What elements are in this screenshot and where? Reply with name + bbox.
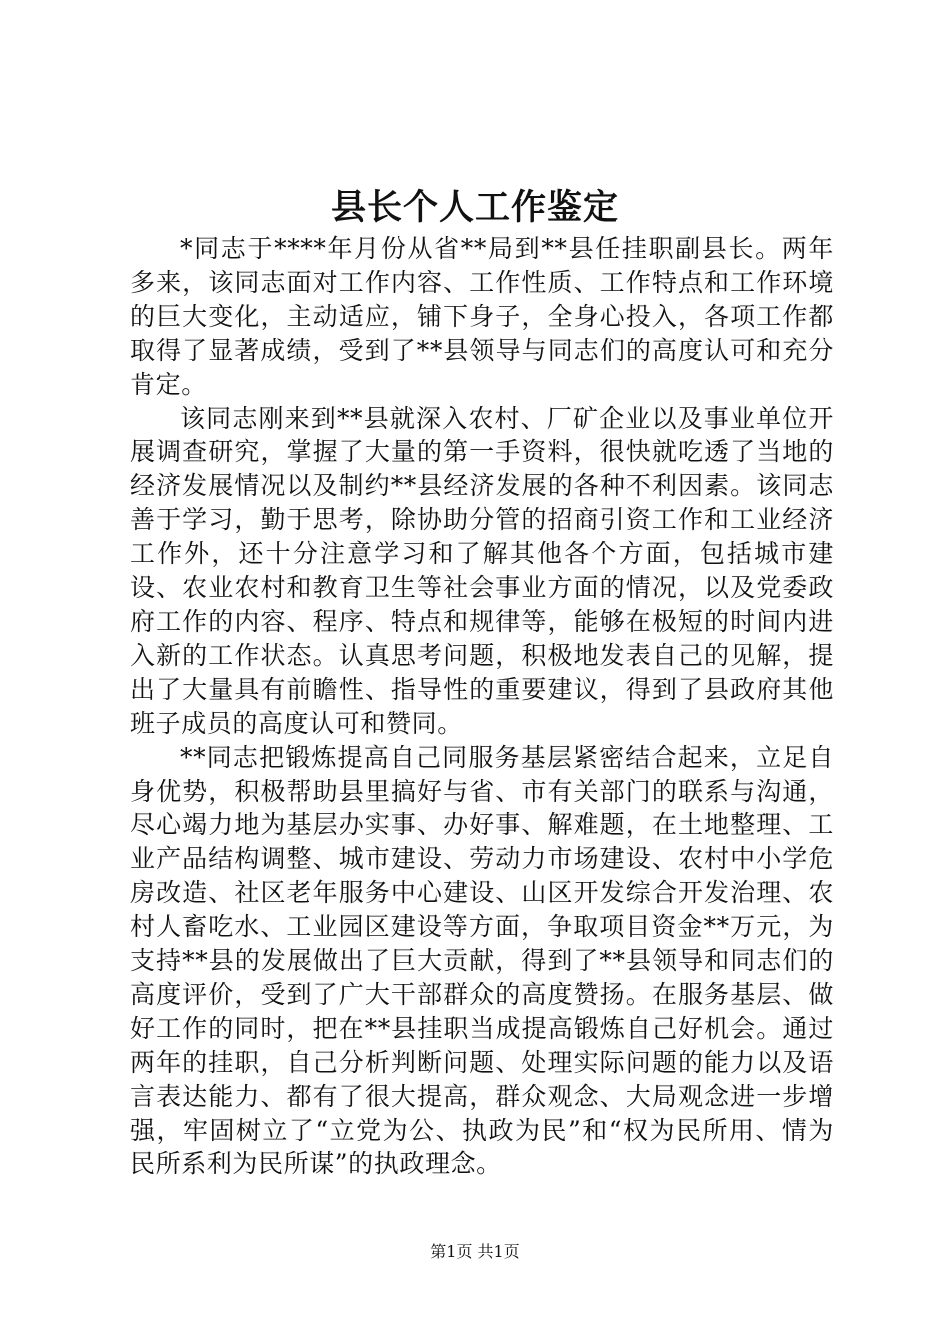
- document-title: 县长个人工作鉴定: [330, 187, 619, 228]
- paragraph-2: 该同志刚来到**县就深入农村、厂矿企业以及事业单位开展调查研究，掌握了大量的第一手资料，很快就吃透了当地的经济发展情况以及制约**县经济发展的各种不利因素。该同志善于学习，勤于思考，除协助分管的招商引资工作和工业经济工作外，还十分注意学习和了解其他各个方面，包括城市建设、农业农村和教育卫生等社会事业方面的情况，以及党委政府工作的内容、程序、特点和规律等，能够在极短的时间内进入新的工作状态。认真思考问题，积极地发表自己的见解，提出了大量具有前瞻性、指导性的重要建议，得到了县政府其他班子成员的高度认可和赞同。: [130, 403, 834, 738]
- paragraph-3: **同志把锻炼提高自己同服务基层紧密结合起来，立足自身优势，积极帮助县里搞好与省、市有关部门的联系与沟通，尽心竭力地为基层办实事、办好事、解难题，在土地整理、工业产品结构调整、城市建设、劳动力市场建设、农村中小学危房改造、社区老年服务中心建设、山区开发综合开发治理、农村人畜吃水、工业园区建设等方面，争取项目资金**万元，为支持**县的发展做出了巨大贡献，得到了**县领导和同志们的高度评价，受到了广大干部群众的高度赞扬。在服务基层、做好工作的同时，把在**县挂职当成提高锻炼自己好机会。通过两年的挂职，自己分析判断问题、处理实际问题的能力以及语言表达能力、都有了很大提高，群众观念、大局观念进一步增强，牢固树立了“立党为公、执政为民”和“权为民所用、情为民所系利为民所谋”的执政理念。: [130, 742, 834, 1179]
- paragraph-1: *同志于****年月份从省**局到**县任挂职副县长。两年多来，该同志面对工作内容、工作性质、工作特点和工作环境的巨大变化，主动适应，铺下身子，全身心投入，各项工作都取得了显著成绩，受到了**县领导与同志们的高度认可和充分肯定。: [130, 234, 834, 399]
- page-footer: 第1页 共1页: [430, 1242, 520, 1261]
- document-body: [130, 232, 834, 1181]
